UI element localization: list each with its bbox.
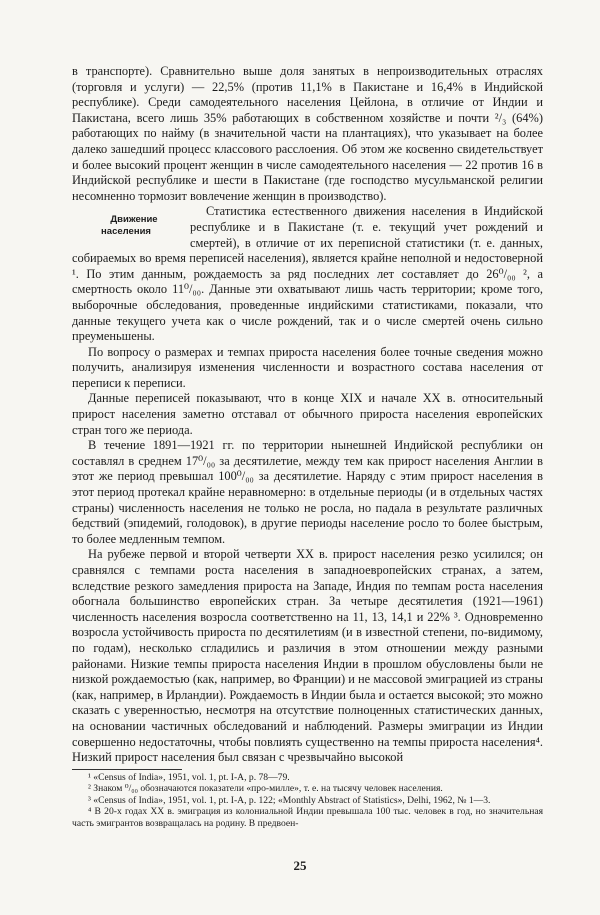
footnote-2: ² Знаком ⁰/₀₀ обозначаются показатели «про-милле», т. е. на тысячу человек населения. xyxy=(88,783,443,795)
footnote-divider xyxy=(72,769,182,770)
page-number: 25 xyxy=(293,858,307,873)
paragraph-2 xyxy=(72,204,543,344)
paragraph-6: На рубеже первой и второй четверти XX в. прирост населения резко усилился; он сравнялся с темпами роста населения в западноевропейских странах, а затем, вследствие резкого замедления прироста на Западе, Индия по темпам роста населения обогнала большинство европейских стран. За четыре десятилетия (1921—1961) численность населения возросла соответственно на 11, 13, 14,1 и 22% ³. Одновременно возросла устойчивость прироста по десятилетиям (и в известной степени, по-видимому, по годам), несколько сгладились и различия в этом отношении между разными районами. Низкие темпы прироста населения Индии в прошлом обусловлены были не низкой рождаемостью (как, например, во Франции) и не массовой эмиграцией из страны (как, например, в Ирландии). Рождаемость в Индии была и остается высокой; это можно сказать с уверенностью, несмотря на отсутствие полноценных статистических данных, на основании частичных обследований и наблюдений. Размеры эмиграции из Индии совершенно недостаточны, чтобы повлиять существенно на темпы прироста населения⁴. Низкий прирост населения был связан с чрезвычайно высокой xyxy=(72,547,543,765)
paragraph-5: В течение 1891—1921 гг. по территории нынешней Индийской республики он составлял в среднем 17⁰/₀₀ за десятилетие, между тем как прирост населения Англии в этот же период превышал 100⁰/₀₀ за десятилетие. Наряду с этим прирост населения в этот период протекал крайне неравномерно: в отдельные периоды (и в отдельных частях страны) численность населения не только не росла, но падала в результате различных бедствий (эпидемий, голодовок), в другие периоды население росло то более быстрым, то более медленным темпом. xyxy=(72,438,543,546)
footnote-4: ⁴ В 20-х годах XX в. эмиграция из колониальной Индии превышала 100 тыс. человек в год, но значительная часть эмигрантов возвращалась на родину. В предвоен- xyxy=(72,806,543,829)
main-text xyxy=(72,64,543,829)
paragraph-4: Данные переписей показывают, что в конце XIX и начале XX в. относительный прирост населения заметно отставал от обычного прироста населения европейских стран того же периода. xyxy=(72,391,543,437)
paragraph-2-text: Статистика естественного движения населения в Индийской республике и в Пакистане (т. е. текущий учет рождений и смертей), в отличие от их переписной статистики (т. е. данных, собираемых во время переписей населения), является крайне неполной и недостоверной ¹. По этим данным, рождаемость за ряд последних лет составляет до 26⁰/₀₀ ², а смертность около 11⁰/₀₀. Данные эти охватывают лишь часть территории; кроме того, выборочные обследования, проведенные индийскими статистиками, показали, что данные текущего учета как о числе рождений, так и о числе смертей очень сильно преуменьшены. xyxy=(72,204,543,344)
paragraph-1: в транспорте). Сравнительно выше доля занятых в непроизводительных отраслях (торговля и услуги) — 22,5% (против 11,1% в Пакистане и 16,4% в Индийской республике). Среди самодеятельного населения Цейлона, в отличие от Индии и Пакистана, всего лишь 35% работающих в собственном хозяйстве и почти ²/₃ (64%) работающих по найму (в значительной части на плантациях), что указывает на более далеко зашедший процесс классового расслоения. Об этом же косвенно свидетельствует и более высокий процент женщин в числе самодеятельного населения — 22 против 16 в Индийской республике и шести в Пакистане (где господство мусульманской религии несомненно тормозит вовлечение женщин в производство). xyxy=(72,64,543,203)
footnote-1: ¹ «Census of India», 1951, vol. 1, pt. I-A, p. 78—79. xyxy=(88,771,290,783)
margin-note-movement: Движение населения xyxy=(101,214,158,238)
footnote-3: ³ «Census of India», 1951, vol. 1, pt. I-A, p. 122; «Monthly Abstract of Statistics», Delhi, 1962, № 1—3. xyxy=(88,794,491,806)
paragraph-3: По вопросу о размерах и темпах прироста населения более точные сведения можно получить, анализируя изменения численности и возрастного состава населения от переписи к переписи. xyxy=(72,344,543,390)
